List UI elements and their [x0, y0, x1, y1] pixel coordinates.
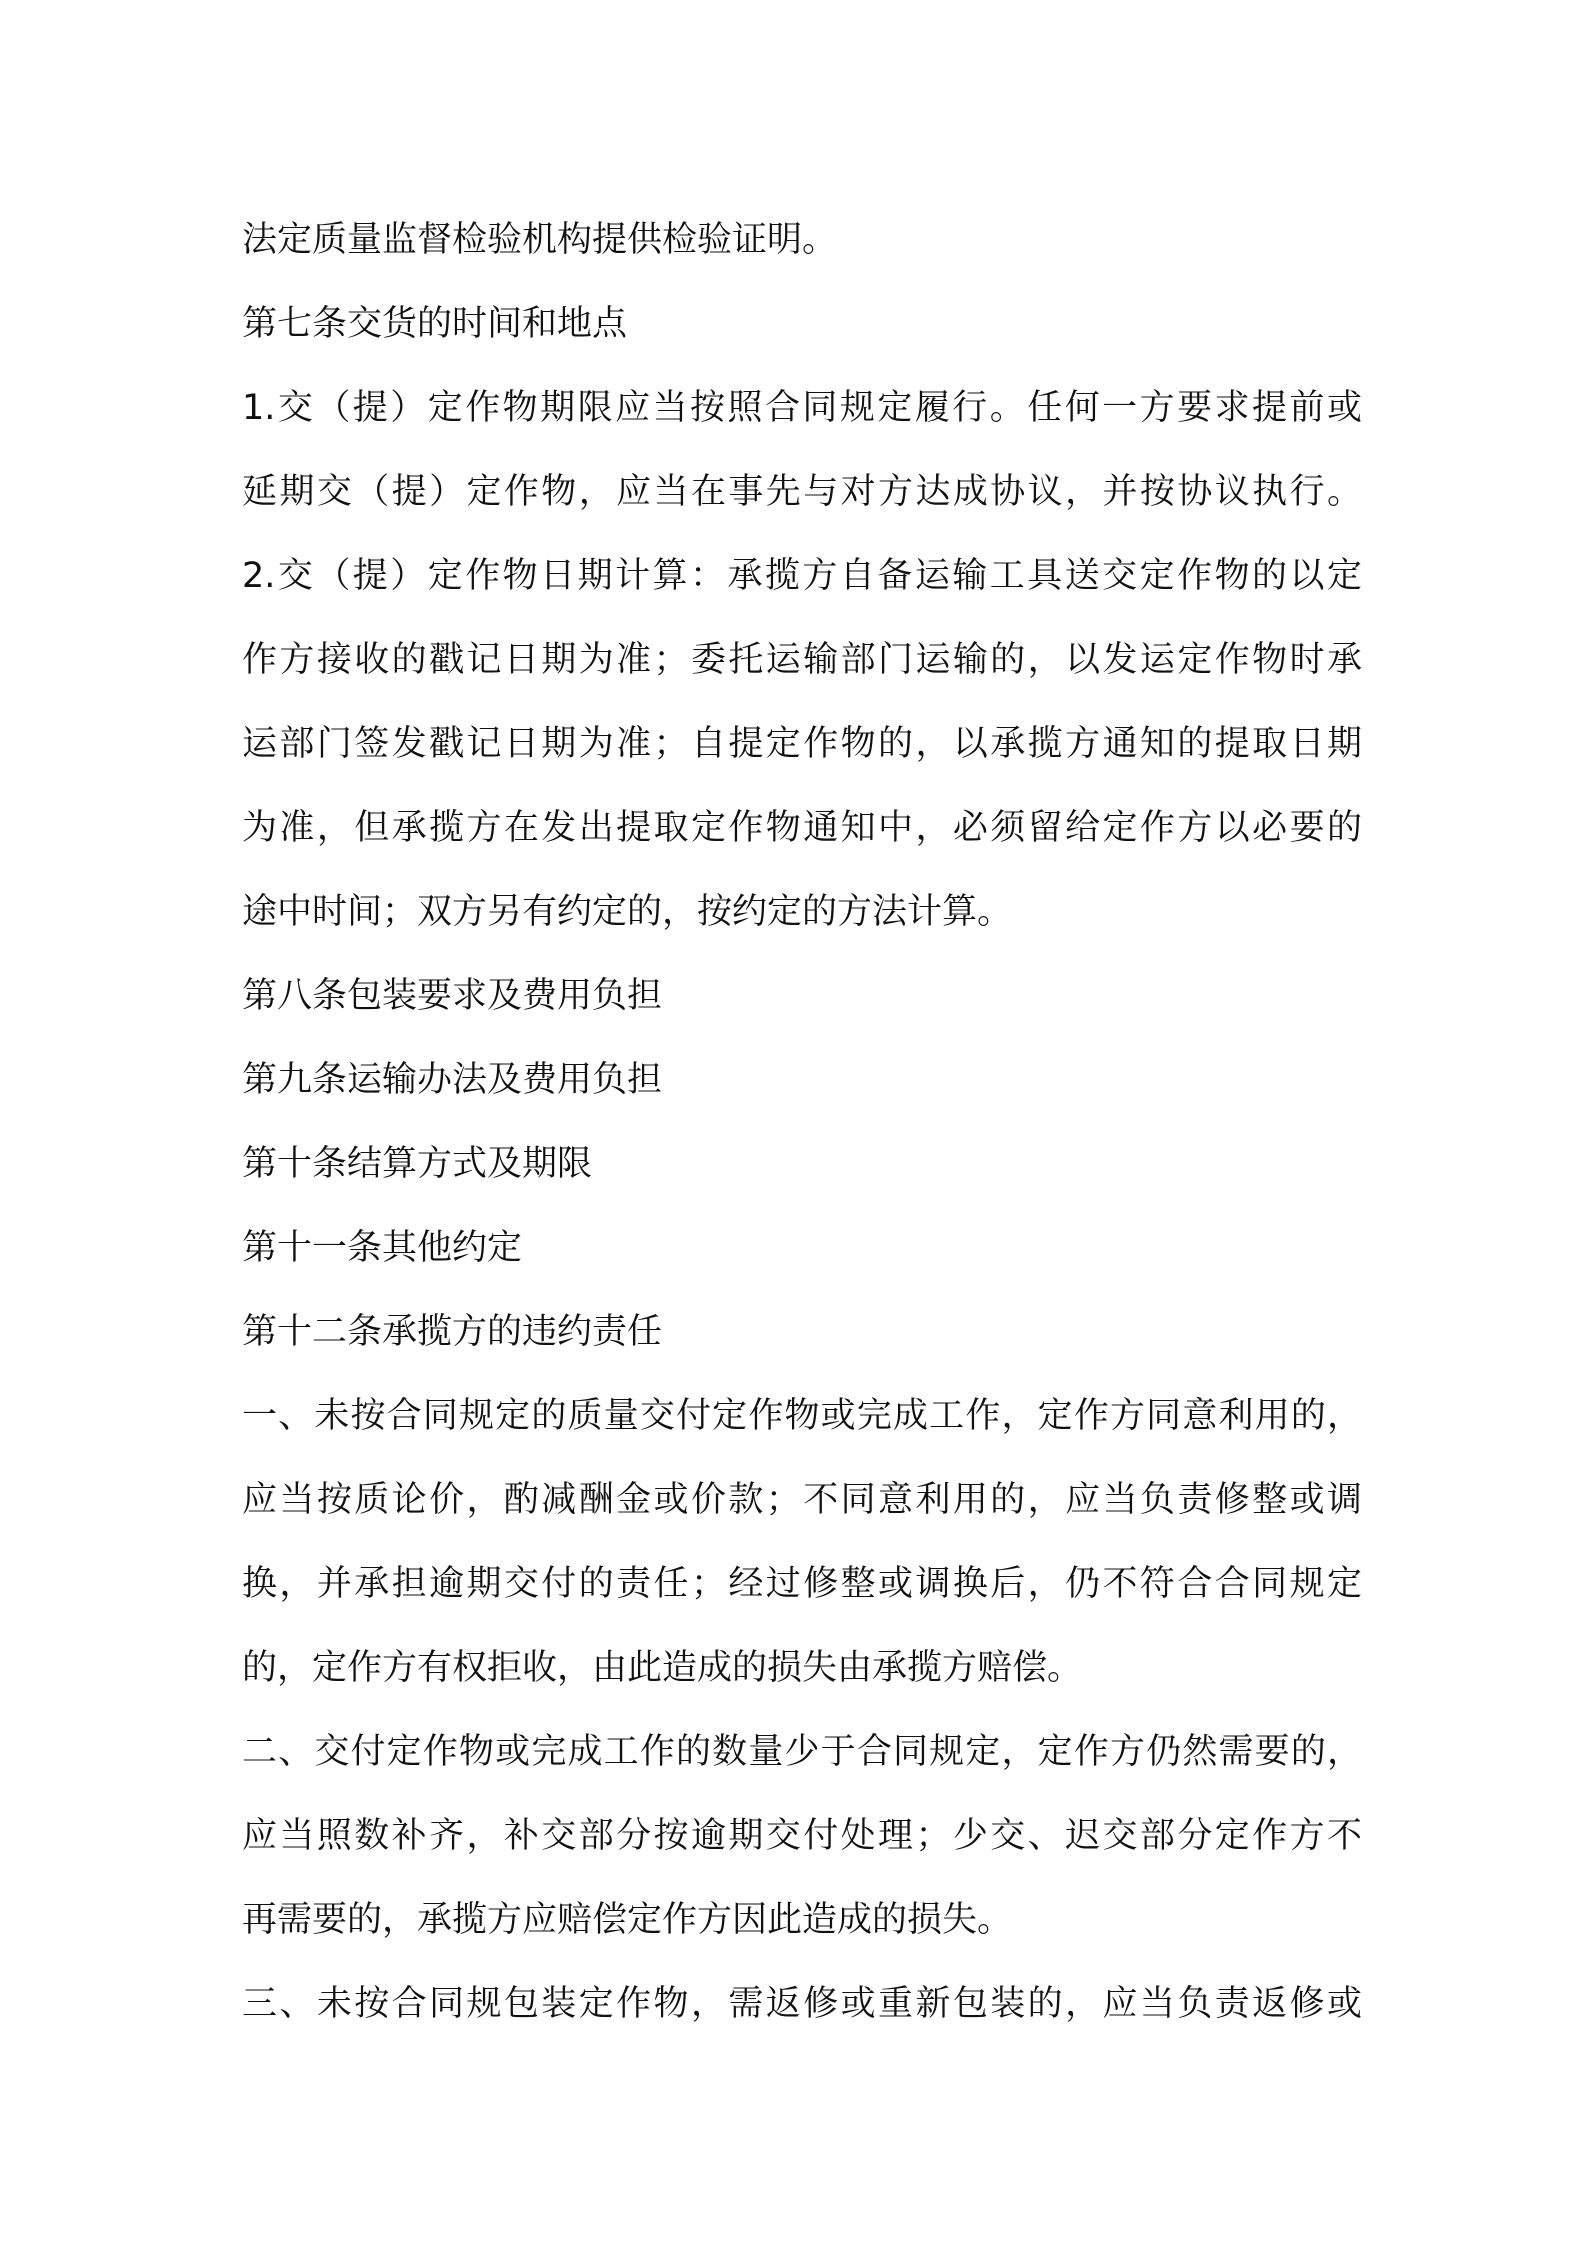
text-line: 应当按质论价，酌减酬金或价款；不同意利用的，应当负责修整或调 [242, 1480, 1362, 1520]
text-line: 途中时间；双方另有约定的，按约定的方法计算。 [242, 892, 1013, 932]
text-line: 二、交付定作物或完成工作的数量少于合同规定，定作方仍然需要的， [242, 1732, 1362, 1772]
text-line: 应当照数补齐，补交部分按逾期交付处理；少交、迟交部分定作方不 [242, 1816, 1362, 1856]
text-line: 三、未按合同规包装定作物，需返修或重新包装的，应当负责返修或 [242, 1984, 1362, 2024]
text-line: 换，并承担逾期交付的责任；经过修整或调换后，仍不符合合同规定 [242, 1564, 1362, 1604]
document-body [242, 198, 1362, 2046]
text-line: 作方接收的戳记日期为准；委托运输部门运输的，以发运定作物时承 [242, 640, 1362, 680]
text-line: 运部门签发戳记日期为准；自提定作物的，以承揽方通知的提取日期 [242, 724, 1362, 764]
section-heading: 第八条包装要求及费用负担 [242, 976, 663, 1016]
text-line: 一、未按合同规定的质量交付定作物或完成工作，定作方同意利用的， [242, 1396, 1362, 1436]
text-line: 2.交（提）定作物日期计算：承揽方自备运输工具送交定作物的以定 [242, 556, 1362, 596]
section-heading: 第九条运输办法及费用负担 [242, 1060, 663, 1100]
text-line: 法定质量监督检验机构提供检验证明。 [242, 220, 838, 260]
text-line: 再需要的，承揽方应赔偿定作方因此造成的损失。 [242, 1900, 1013, 1940]
section-heading: 第十条结算方式及期限 [242, 1144, 593, 1184]
text-line: 为准，但承揽方在发出提取定作物通知中，必须留给定作方以必要的 [242, 808, 1362, 848]
text-line: 延期交（提）定作物，应当在事先与对方达成协议，并按协议执行。 [242, 472, 1362, 512]
text-line: 的，定作方有权拒收，由此造成的损失由承揽方赔偿。 [242, 1648, 1083, 1688]
text-line: 1.交（提）定作物期限应当按照合同规定履行。任何一方要求提前或 [242, 388, 1362, 428]
section-heading: 第七条交货的时间和地点 [242, 304, 628, 344]
section-heading: 第十二条承揽方的违约责任 [242, 1312, 663, 1352]
section-heading: 第十一条其他约定 [242, 1228, 523, 1268]
